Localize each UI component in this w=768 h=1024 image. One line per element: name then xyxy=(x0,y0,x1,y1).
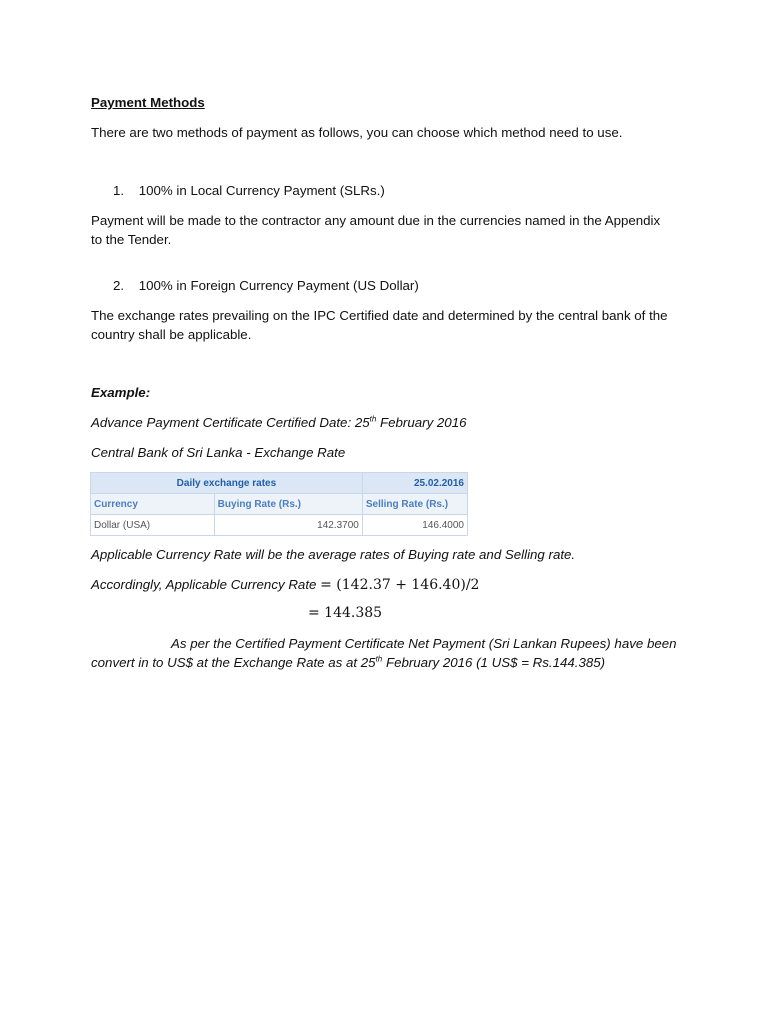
cell-buying-rate: 142.3700 xyxy=(214,515,362,536)
accordingly-text: Accordingly, Applicable Currency Rate xyxy=(91,577,317,592)
conclusion-prefix: As per the Certified Payment Certificate Net Payment (Sri Lankan Rupees) have been convert in to US$ at the Exchange Rate as at 25 xyxy=(91,636,677,670)
column-header-selling: Selling Rate (Rs.) xyxy=(362,494,467,515)
method-title: 100% in Foreign Currency Payment (US Dollar) xyxy=(138,278,419,293)
column-header-buying: Buying Rate (Rs.) xyxy=(214,494,362,515)
example-label: Example: xyxy=(91,385,151,400)
conclusion-ordinal: th xyxy=(375,654,383,664)
cert-ordinal: th xyxy=(369,414,377,424)
cell-currency: Dollar (USA) xyxy=(91,515,215,536)
rate-formula: = (142.37 + 146.40)/2 xyxy=(320,577,480,593)
accordingly-line xyxy=(91,575,691,595)
method-number: 1. xyxy=(113,183,125,198)
cert-prefix: Advance Payment Certificate Certified Date: 25 xyxy=(91,415,370,430)
column-header-currency: Currency xyxy=(91,494,215,515)
method-title: 100% in Local Currency Payment (SLRs.) xyxy=(138,183,385,198)
table-header-row xyxy=(91,494,468,515)
certified-date-line xyxy=(91,413,681,432)
intro-text: There are two methods of payment as follows, you can choose which method need to use. xyxy=(91,125,623,140)
method-number: 2. xyxy=(113,278,125,293)
exchange-rate-table xyxy=(90,472,468,536)
cert-suffix: February 2016 xyxy=(376,415,467,430)
conclusion-text xyxy=(91,634,681,672)
method-item-1 xyxy=(113,181,385,200)
table-title-row xyxy=(91,473,468,494)
table-row xyxy=(91,515,468,536)
rate-result: = 144.385 xyxy=(308,605,383,621)
table-title: Daily exchange rates xyxy=(91,473,363,494)
applicable-rate-text: Applicable Currency Rate will be the average rates of Buying rate and Selling rate. xyxy=(91,547,576,562)
section-heading: Payment Methods xyxy=(91,95,205,110)
table-date: 25.02.2016 xyxy=(362,473,467,494)
cell-selling-rate: 146.4000 xyxy=(362,515,467,536)
conclusion-suffix: February 2016 (1 US$ = Rs.144.385) xyxy=(382,655,606,670)
method-item-2 xyxy=(113,276,419,295)
bank-exchange-label: Central Bank of Sri Lanka - Exchange Rate xyxy=(91,445,346,460)
method-description-2: The exchange rates prevailing on the IPC Certified date and determined by the central bank of the country shall be applicable. xyxy=(91,308,668,342)
method-description-1: Payment will be made to the contractor any amount due in the currencies named in the Appendix to the Tender. xyxy=(91,213,661,247)
